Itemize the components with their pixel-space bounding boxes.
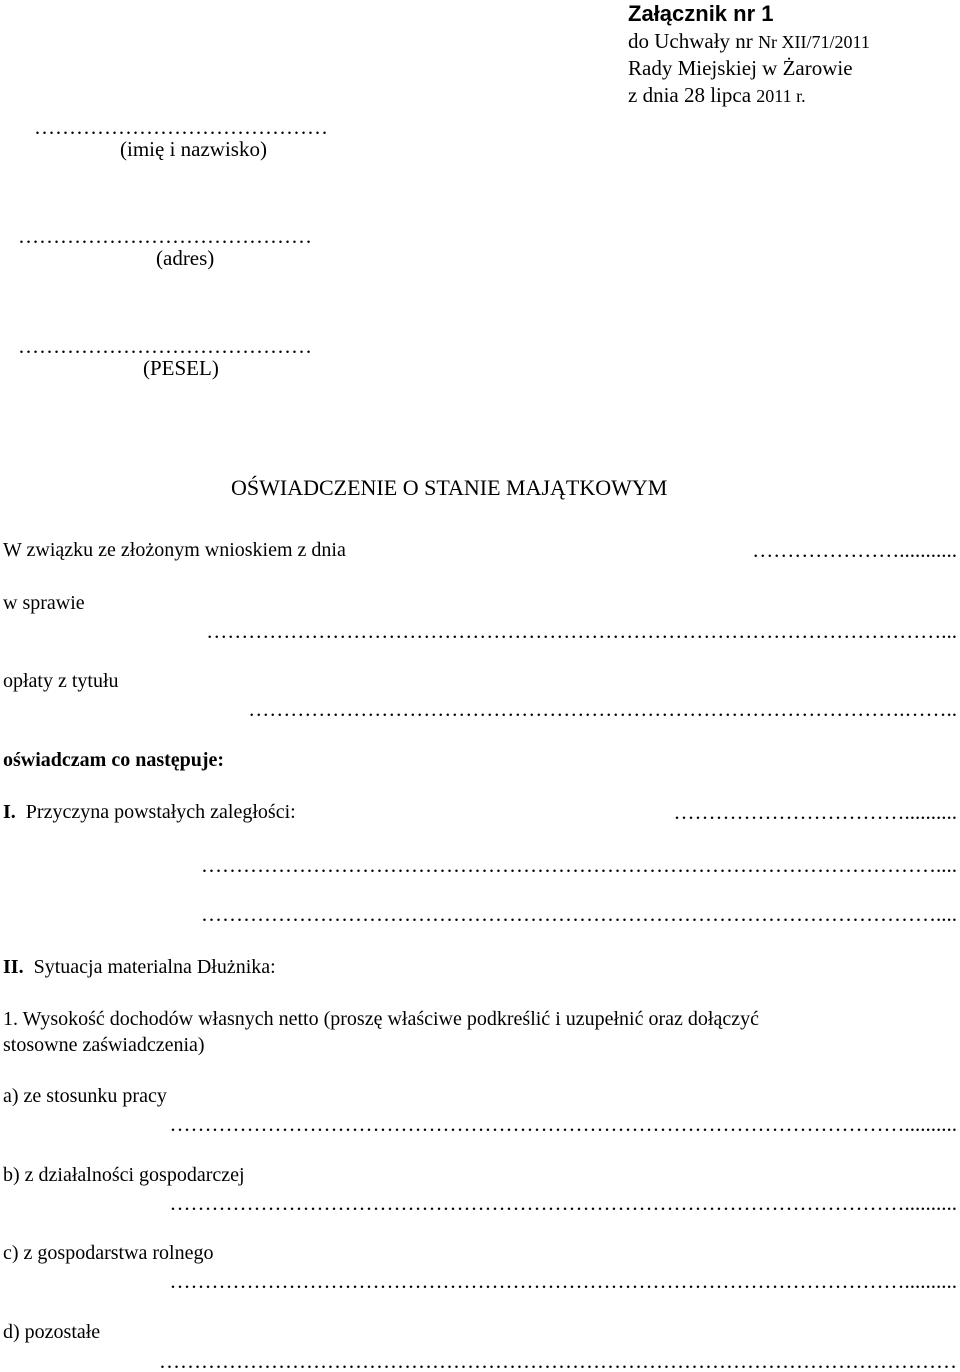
income-a-label: a) ze stosunku pracy [3,1085,167,1107]
income-item-line-2: stosowne zaświadczenia) [3,1034,205,1056]
annex-title: Załącznik nr 1 [628,1,774,26]
pesel-dotted-line: …………………………………… [18,336,312,357]
annex-resolution-line: do Uchwały nr Nr XII/71/2011 [628,29,870,53]
income-b-fill: …………………………………………………………………………………………….......... [169,1193,957,1214]
intro-date-text: W związku ze złożonym wnioskiem z dnia [3,539,346,561]
income-c-label: c) z gospodarstwa rolnego [3,1242,214,1264]
income-b-label: b) z działalności gospodarczej [3,1164,245,1186]
address-caption: (adres) [156,246,215,270]
intro-fee-label: opłaty z tytułu [3,670,119,692]
income-d-fill: …………………………………………………………………………………………………… [159,1351,957,1372]
intro-matter-label: w sprawie [3,592,85,614]
income-a-fill: …………………………………………………………………………………………….......... [169,1114,957,1135]
intro-matter-fill: ……………………………………………………………………………………………... [206,621,957,642]
income-d-label: d) pozostałe [3,1321,101,1343]
annex-date-line: z dnia 28 lipca 2011 r. [628,83,806,107]
declaration-heading: oświadczam co następuje: [3,749,225,771]
section-2-heading: II. Sytuacja materialna Dłużnika: [3,956,276,978]
address-dotted-line: …………………………………… [18,226,312,247]
intro-fee-fill: ………………………………………………………………………………….…….. [248,699,957,720]
income-item-line-1: 1. Wysokość dochodów własnych netto (proszę właściwe podkreślić i uzupełnić oraz dołączyć [3,1008,759,1030]
name-dotted-line: …………………………………… [34,117,328,138]
section-1-fill-line-2: …………………………………………………………………………………………….... [201,904,957,925]
annex-council-line: Rady Miejskiej w Żarowie [628,56,853,80]
section-1-title-fill: …………………………….......... [673,802,957,823]
intro-date-fill: …………………........... [752,540,957,561]
section-1-heading: I. Przyczyna powstałych zaległości: [3,801,296,823]
name-caption: (imię i nazwisko) [120,137,267,161]
section-1-fill-line-1: …………………………………………………………………………………………….... [201,855,957,876]
income-c-fill: …………………………………………………………………………………………….......... [169,1271,957,1292]
document-title: OŚWIADCZENIE O STANIE MAJĄTKOWYM [231,475,668,500]
pesel-caption: (PESEL) [143,356,219,380]
